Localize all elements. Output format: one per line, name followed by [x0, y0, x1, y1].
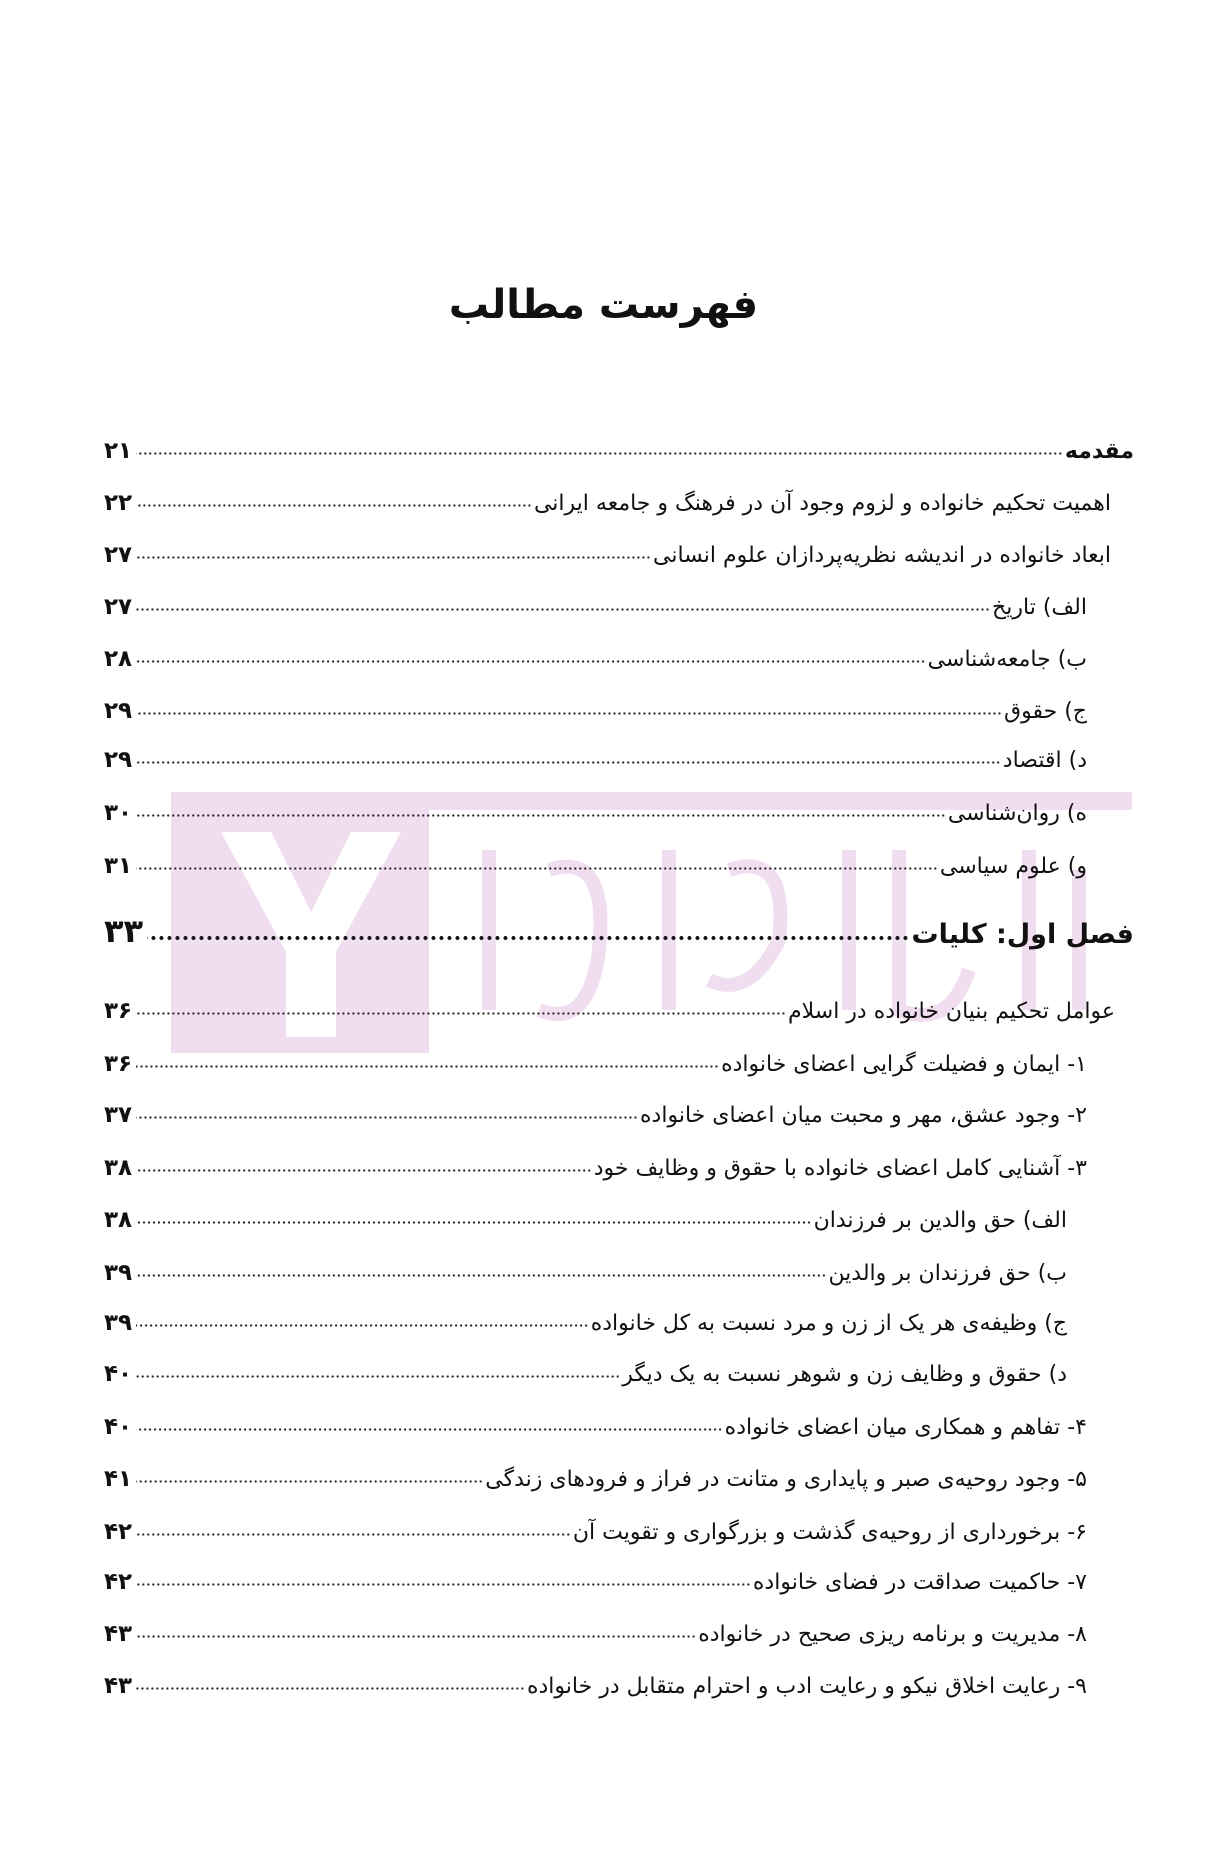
entry-page: ۳۹ — [104, 1260, 133, 1286]
entry-page: ۳۱ — [104, 853, 133, 879]
entry-label: ه) روان‌شناسی — [947, 801, 1087, 826]
dot-leader — [136, 1114, 638, 1120]
entry-page: ۳۶ — [104, 1051, 133, 1077]
entry-page: ۴۲ — [104, 1569, 133, 1595]
dot-leader — [136, 759, 1001, 765]
entry-label: ب) حق فرزندان بر والدین — [828, 1261, 1067, 1286]
dot-leader — [136, 710, 1002, 716]
toc-entry[interactable] — [104, 839, 1087, 879]
chapter-label: فصل اول: کلیات — [911, 919, 1134, 950]
entry-page: ۳۰ — [104, 800, 133, 826]
dot-leader — [136, 1581, 751, 1587]
entry-label: ۸- مدیریت و برنامه ریزی صحیح در خانواده — [698, 1622, 1087, 1647]
toc-entry[interactable] — [104, 1347, 1067, 1387]
toc-entry[interactable] — [104, 1037, 1087, 1077]
toc-entry[interactable] — [104, 476, 1111, 516]
dot-leader — [136, 1010, 786, 1016]
dot-leader — [136, 1685, 525, 1691]
entry-page: ۴۰ — [104, 1361, 133, 1387]
page-title: فهرست مطالب — [448, 282, 759, 328]
toc-entry[interactable] — [104, 786, 1087, 826]
entry-page: ۳۹ — [104, 1310, 133, 1336]
entry-label: ب) جامعه‌شناسی — [927, 647, 1087, 672]
entry-label: د) حقوق و وظایف زن و شوهر نسبت به یک دیگر — [622, 1362, 1067, 1387]
dot-leader — [136, 1219, 811, 1225]
entry-label: مقدمه — [1064, 439, 1134, 464]
entry-label: عوامل تحکیم بنیان خانواده در اسلام — [788, 999, 1115, 1024]
entry-page: ۲۹ — [104, 747, 133, 773]
toc-entry[interactable] — [104, 1555, 1087, 1595]
entry-label: الف) تاریخ — [992, 595, 1087, 620]
entry-page: ۴۲ — [104, 1519, 133, 1545]
dot-leader — [136, 1633, 696, 1639]
toc-entry[interactable] — [104, 1246, 1067, 1286]
entry-label: ج) حقوق — [1004, 699, 1087, 724]
toc-entry[interactable] — [104, 733, 1087, 773]
entry-page: ۲۷ — [104, 594, 133, 620]
entry-page: ۲۲ — [104, 490, 133, 516]
entry-label: د) اقتصاد — [1002, 748, 1087, 773]
entry-page: ۲۱ — [104, 438, 133, 464]
entry-label: ۷- حاکمیت صداقت در فضای خانواده — [752, 1570, 1087, 1595]
dot-leader — [136, 865, 938, 871]
toc-entry[interactable] — [104, 1141, 1087, 1181]
dot-leader — [136, 1063, 719, 1069]
dot-leader — [136, 502, 532, 508]
entry-page: ۳۶ — [104, 998, 133, 1024]
entry-label: ج) وظیفه‌ی هر یک از زن و مرد نسبت به کل خانواده — [590, 1311, 1067, 1336]
dot-leader — [136, 1373, 620, 1379]
toc-entry[interactable] — [104, 984, 1115, 1024]
dot-leader — [136, 658, 926, 664]
entry-page: ۳۸ — [104, 1207, 133, 1233]
dot-leader — [147, 934, 909, 942]
entry-label: الف) حق والدین بر فرزندان — [813, 1208, 1067, 1233]
entry-page: ۴۳ — [104, 1621, 133, 1647]
entry-label: اهمیت تحکیم خانواده و لزوم وجود آن در فرهنگ و جامعه ایرانی — [533, 491, 1111, 516]
entry-label: ۳- آشنایی کامل اعضای خانواده با حقوق و وظایف خود — [593, 1156, 1087, 1181]
entry-page: ۲۷ — [104, 542, 133, 568]
entry-label: ۴- تفاهم و همکاری میان اعضای خانواده — [724, 1415, 1087, 1440]
dot-leader — [136, 1478, 483, 1484]
entry-page: ۲۸ — [104, 646, 133, 672]
entry-label: ۹- رعایت اخلاق نیکو و رعایت ادب و احترام متقابل در خانواده — [526, 1674, 1087, 1699]
toc-entry[interactable] — [104, 1452, 1087, 1492]
entry-page: ۳۸ — [104, 1155, 133, 1181]
dot-leader — [136, 1272, 826, 1278]
dot-leader — [136, 1322, 589, 1328]
entry-page: ۴۰ — [104, 1414, 133, 1440]
dot-leader — [136, 606, 990, 612]
toc-chapter-entry[interactable] — [104, 910, 1134, 950]
entry-page: ۴۳ — [104, 1673, 133, 1699]
toc-entry[interactable] — [104, 1607, 1087, 1647]
entry-label: و) علوم سیاسی — [939, 854, 1087, 879]
entry-label: ۵- وجود روحیه‌ی صبر و پایداری و متانت در فراز و فرودهای زندگی — [485, 1467, 1087, 1492]
toc-entry[interactable] — [104, 632, 1087, 672]
dot-leader — [136, 554, 651, 560]
chapter-page: ۳۳ — [104, 912, 144, 950]
toc-entry[interactable] — [104, 1400, 1087, 1440]
entry-label: ۱- ایمان و فضیلت گرایی اعضای خانواده — [721, 1052, 1087, 1077]
toc-entry[interactable] — [104, 1505, 1087, 1545]
dot-leader — [136, 1531, 571, 1537]
toc-entry[interactable] — [104, 1088, 1087, 1128]
dot-leader — [136, 812, 946, 818]
entry-page: ۲۹ — [104, 698, 133, 724]
dot-leader — [136, 1167, 592, 1173]
entry-page: ۴۱ — [104, 1466, 133, 1492]
toc-entry[interactable] — [104, 1193, 1067, 1233]
entry-page: ۳۷ — [104, 1102, 133, 1128]
toc-entry[interactable] — [104, 1659, 1087, 1699]
toc-entry[interactable] — [104, 528, 1111, 568]
toc-entry[interactable] — [104, 424, 1134, 464]
entry-label: ۲- وجود عشق، مهر و محبت میان اعضای خانواده — [640, 1103, 1087, 1128]
dot-leader — [136, 1426, 723, 1432]
dot-leader — [136, 450, 1063, 456]
toc-entry[interactable] — [104, 1296, 1067, 1336]
entry-label: ۶- برخورداری از روحیه‌ی گذشت و بزرگواری و تقویت آن — [572, 1520, 1087, 1545]
entry-label: ابعاد خانواده در اندیشه نظریه‌پردازان علوم انسانی — [653, 543, 1111, 568]
toc-entry[interactable] — [104, 684, 1087, 724]
toc-entry[interactable] — [104, 580, 1087, 620]
